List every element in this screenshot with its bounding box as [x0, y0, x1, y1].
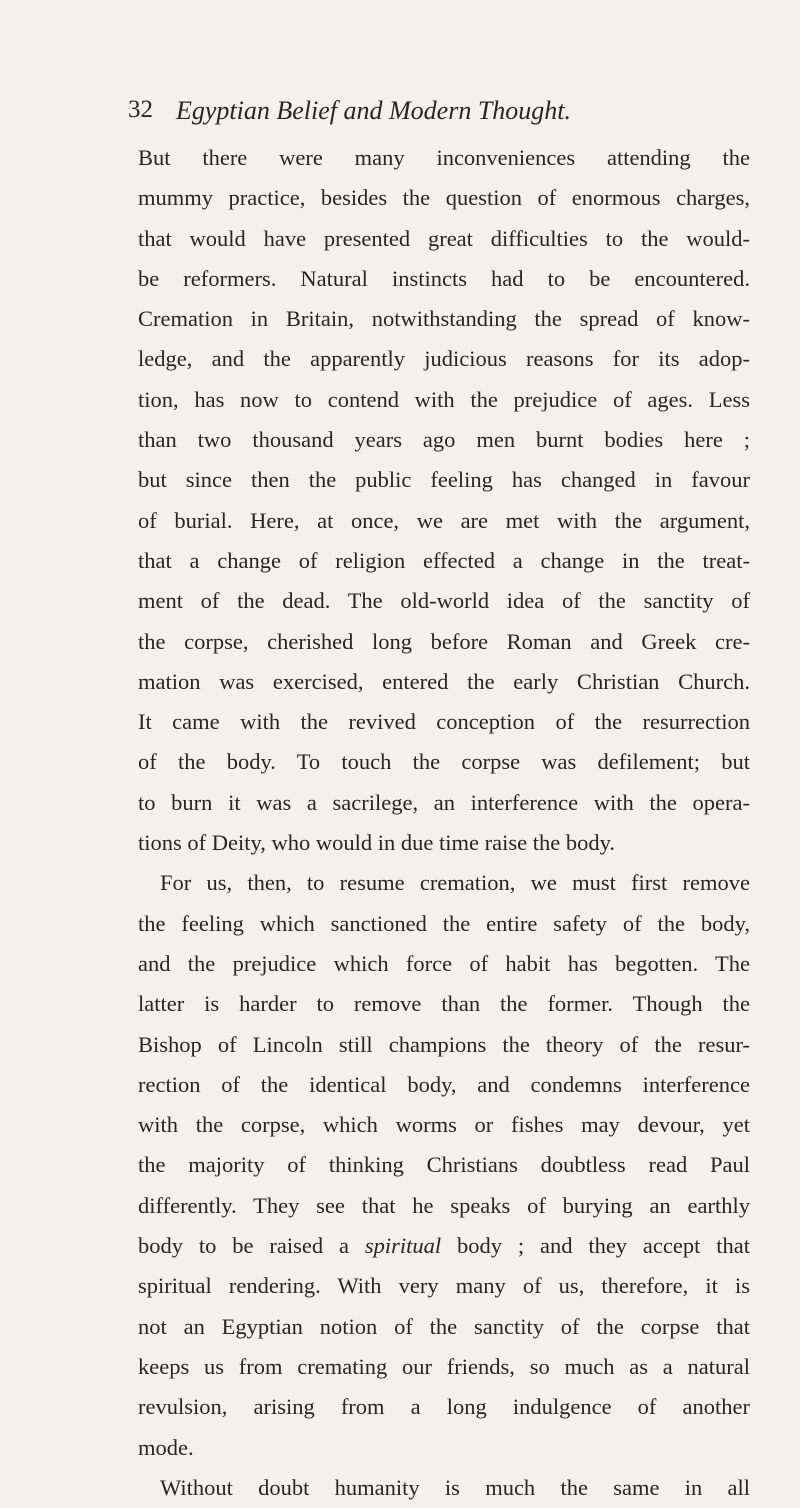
text-line: be reformers. Natural instincts had to be encountered.	[138, 265, 750, 291]
text-line: with the corpse, which worms or fishes may devour, yet	[138, 1112, 750, 1138]
text-line: Without doubt humanity is much the same in all	[160, 1474, 750, 1500]
text-line: mode.	[138, 1434, 194, 1460]
emphasis-text: spiritual	[364, 1233, 442, 1259]
text-line: For us, then, to resume cremation, we must first remove	[160, 870, 750, 896]
text-line: that a change of religion effected a change in the treat-	[138, 547, 750, 573]
text-line: the majority of thinking Christians doubtless read Paul	[138, 1152, 750, 1178]
text-line: to burn it was a sacrilege, an interference with the opera-	[138, 789, 750, 815]
text-line: differently. They see that he speaks of burying an earthly	[138, 1192, 750, 1218]
text-line: spiritual rendering. With very many of us, therefore, it is	[138, 1273, 750, 1299]
text-line: Cremation in Britain, notwithstanding the spread of know-	[138, 306, 750, 332]
text-line: the feeling which sanctioned the entire safety of the body,	[138, 910, 750, 936]
text-line: mummy practice, besides the question of enormous charges,	[138, 185, 750, 211]
page-header	[128, 96, 688, 136]
text-line: revulsion, arising from a long indulgence of another	[138, 1394, 750, 1420]
text-line	[138, 1226, 750, 1266]
text-line: ledge, and the apparently judicious reasons for its adop-	[138, 346, 750, 372]
body-text	[138, 138, 750, 1508]
text-line: but since then the public feeling has changed in favour	[138, 467, 750, 493]
text-line: tions of Deity, who would in due time raise the body.	[138, 830, 616, 856]
text-line: mation was exercised, entered the early Christian Church.	[138, 668, 750, 694]
text-line: It came with the revived conception of the resurrection	[138, 709, 750, 735]
running-head: Egyptian Belief and Modern Thought.	[176, 96, 572, 125]
text-line: the corpse, cherished long before Roman and Greek cre-	[138, 628, 750, 654]
text-line: and the prejudice which force of habit has begotten. The	[138, 950, 750, 976]
text-line: than two thousand years ago men burnt bodies here ;	[138, 427, 750, 453]
text-segment: body ; and they accept that	[441, 1233, 750, 1259]
text-segment: body to be raised a	[138, 1233, 365, 1259]
text-line: latter is harder to remove than the former. Though the	[138, 991, 750, 1017]
text-line: that would have presented great difficulties to the would-	[138, 225, 750, 251]
text-line: Bishop of Lincoln still champions the theory of the resur-	[138, 1031, 750, 1057]
text-line: not an Egyptian notion of the sanctity of the corpse that	[138, 1313, 750, 1339]
text-line: of the body. To touch the corpse was defilement; but	[138, 749, 750, 775]
text-line: rection of the identical body, and condemns interference	[138, 1071, 750, 1097]
page-number: 32	[128, 96, 153, 123]
text-line: keeps us from cremating our friends, so much as a natural	[138, 1353, 750, 1379]
text-line: But there were many inconveniences attending the	[138, 145, 750, 170]
text-line: tion, has now to contend with the prejudice of ages. Less	[138, 386, 750, 412]
text-line: ment of the dead. The old-world idea of the sanctity of	[138, 588, 750, 614]
text-line: of burial. Here, at once, we are met with the argument,	[138, 507, 750, 533]
